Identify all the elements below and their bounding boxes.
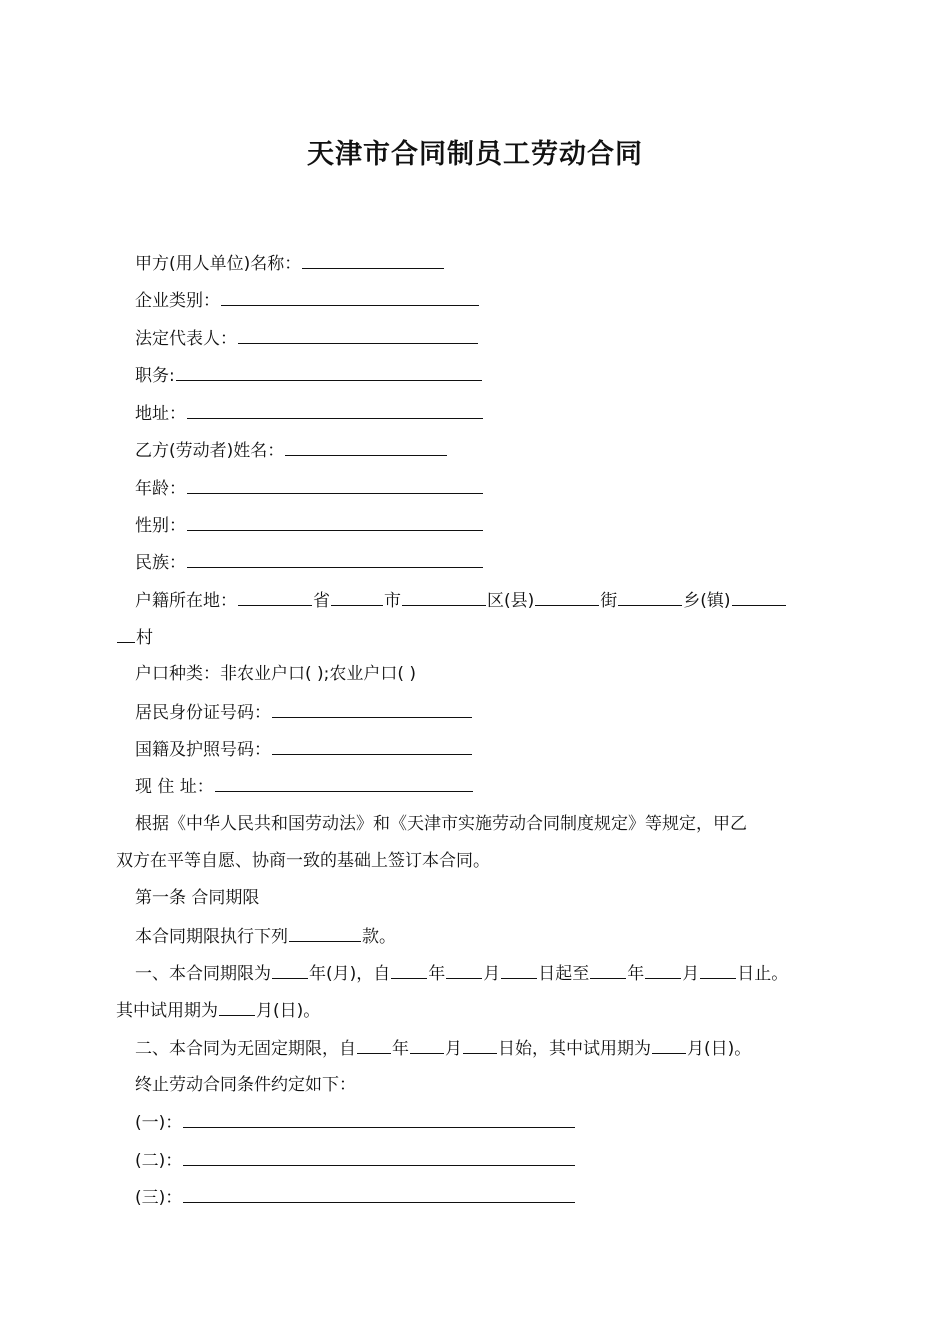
- condition-1-field[interactable]: [183, 1111, 575, 1128]
- condition-3-field[interactable]: [183, 1186, 575, 1203]
- end-day-label: 日止。: [737, 964, 789, 984]
- open-probation-field[interactable]: [652, 1037, 686, 1054]
- condition-2-field[interactable]: [183, 1149, 575, 1166]
- id-number-label: 居民身份证号码：: [135, 703, 271, 723]
- household-location-line: [116, 589, 787, 612]
- termination-condition-3: [116, 1186, 576, 1209]
- open-start-month-field[interactable]: [410, 1037, 444, 1054]
- open-start-day-label: 日始，其中试用期为: [498, 1039, 651, 1059]
- termination-condition-2: [116, 1149, 576, 1172]
- open-start-year-field[interactable]: [357, 1037, 391, 1054]
- preamble-line-1: 根据《中华人民共和国劳动法》和《天津市实施劳动合同制度规定》等规定，甲乙: [135, 814, 747, 834]
- nationality-field[interactable]: [272, 738, 472, 755]
- district-label: 区(县): [487, 591, 535, 611]
- condition-1-label: (一)：: [135, 1113, 183, 1133]
- party-a-name-line: [116, 252, 445, 275]
- probation-unit: 月(日)。: [256, 1001, 321, 1021]
- township-field[interactable]: [618, 589, 682, 606]
- fixed-term-unit: 年(月)，自: [309, 964, 391, 984]
- district-field[interactable]: [402, 589, 486, 606]
- end-month-field[interactable]: [645, 962, 681, 979]
- ethnicity-line: [116, 551, 484, 574]
- current-address-label: 现 住 址：: [135, 777, 214, 797]
- start-year-field[interactable]: [391, 962, 427, 979]
- nationality-label: 国籍及护照号码：: [135, 740, 271, 760]
- term-clause-prefix: 本合同期限执行下列: [135, 927, 288, 947]
- township-label: 乡(镇): [683, 591, 731, 611]
- probation-field[interactable]: [219, 999, 255, 1016]
- article-1-heading: 第一条 合同期限: [135, 888, 260, 908]
- start-day-field[interactable]: [501, 962, 537, 979]
- id-number-field[interactable]: [272, 701, 472, 718]
- fixed-term-prefix: 一、本合同期限为: [135, 964, 271, 984]
- street-field[interactable]: [535, 589, 599, 606]
- party-a-name-label: 甲方(用人单位)名称：: [135, 254, 302, 274]
- village-field-part-1[interactable]: [732, 589, 786, 606]
- open-term-line: [116, 1037, 751, 1060]
- probation-line: [116, 999, 320, 1022]
- household-location-label: 户籍所在地：: [135, 591, 237, 611]
- term-clause-suffix: 款。: [362, 927, 396, 947]
- enterprise-type-label: 企业类别：: [135, 291, 220, 311]
- address-field[interactable]: [187, 402, 483, 419]
- current-address-field[interactable]: [215, 775, 473, 792]
- city-field[interactable]: [331, 589, 383, 606]
- gender-label: 性别：: [135, 516, 186, 536]
- age-line: [116, 477, 484, 500]
- document-title: 天津市合同制员工劳动合同: [307, 139, 643, 170]
- start-day-label: 日起至: [538, 964, 590, 984]
- gender-field[interactable]: [187, 514, 483, 531]
- start-month-label: 月: [483, 964, 501, 984]
- end-month-label: 月: [682, 964, 700, 984]
- household-type-line: 户口种类：非农业户口( );农业户口( ): [135, 664, 417, 684]
- id-number-line: [116, 701, 473, 724]
- position-line: [116, 364, 483, 387]
- province-label: 省: [313, 591, 330, 611]
- party-b-name-label: 乙方(劳动者)姓名：: [135, 441, 285, 461]
- preamble-line-2: 双方在平等自愿、协商一致的基础上签订本合同。: [116, 851, 490, 871]
- term-clause-field[interactable]: [289, 925, 361, 942]
- province-field[interactable]: [238, 589, 312, 606]
- start-year-label: 年: [428, 964, 446, 984]
- open-start-day-field[interactable]: [463, 1037, 497, 1054]
- term-clause-line: [116, 925, 396, 948]
- village-field-part-2[interactable]: [117, 626, 135, 643]
- end-year-field[interactable]: [590, 962, 626, 979]
- village-label: 村: [136, 628, 153, 648]
- street-label: 街: [600, 591, 618, 611]
- open-start-month-label: 月: [445, 1039, 462, 1059]
- open-start-year-label: 年: [392, 1039, 409, 1059]
- condition-3-label: (三)：: [135, 1188, 183, 1208]
- party-b-name-line: [116, 439, 448, 462]
- start-month-field[interactable]: [446, 962, 482, 979]
- position-field[interactable]: [176, 364, 482, 381]
- legal-rep-field[interactable]: [238, 327, 478, 344]
- ethnicity-label: 民族：: [135, 553, 186, 573]
- city-label: 市: [384, 591, 401, 611]
- address-label: 地址：: [135, 404, 186, 424]
- current-address-line: [116, 775, 474, 798]
- legal-rep-label: 法定代表人：: [135, 329, 237, 349]
- party-b-name-field[interactable]: [285, 439, 447, 456]
- fixed-term-length-field[interactable]: [272, 962, 308, 979]
- probation-prefix: 其中试用期为: [116, 1001, 218, 1021]
- open-term-prefix: 二、本合同为无固定期限，自: [135, 1039, 356, 1059]
- village-line: [116, 626, 153, 649]
- position-label: 职务:: [135, 366, 175, 386]
- nationality-line: [116, 738, 473, 761]
- fixed-term-line: [116, 962, 788, 985]
- address-line: [116, 402, 484, 425]
- open-probation-unit: 月(日)。: [687, 1039, 752, 1059]
- age-field[interactable]: [187, 477, 483, 494]
- legal-rep-line: [116, 327, 479, 350]
- party-a-name-field[interactable]: [302, 252, 444, 269]
- termination-condition-1: [116, 1111, 576, 1134]
- termination-intro: 终止劳动合同条件约定如下：: [135, 1075, 356, 1095]
- gender-line: [116, 514, 484, 537]
- condition-2-label: (二)：: [135, 1151, 183, 1171]
- enterprise-type-line: [116, 289, 480, 312]
- age-label: 年龄：: [135, 479, 186, 499]
- enterprise-type-field[interactable]: [221, 289, 479, 306]
- end-year-label: 年: [627, 964, 645, 984]
- end-day-field[interactable]: [700, 962, 736, 979]
- ethnicity-field[interactable]: [187, 551, 483, 568]
